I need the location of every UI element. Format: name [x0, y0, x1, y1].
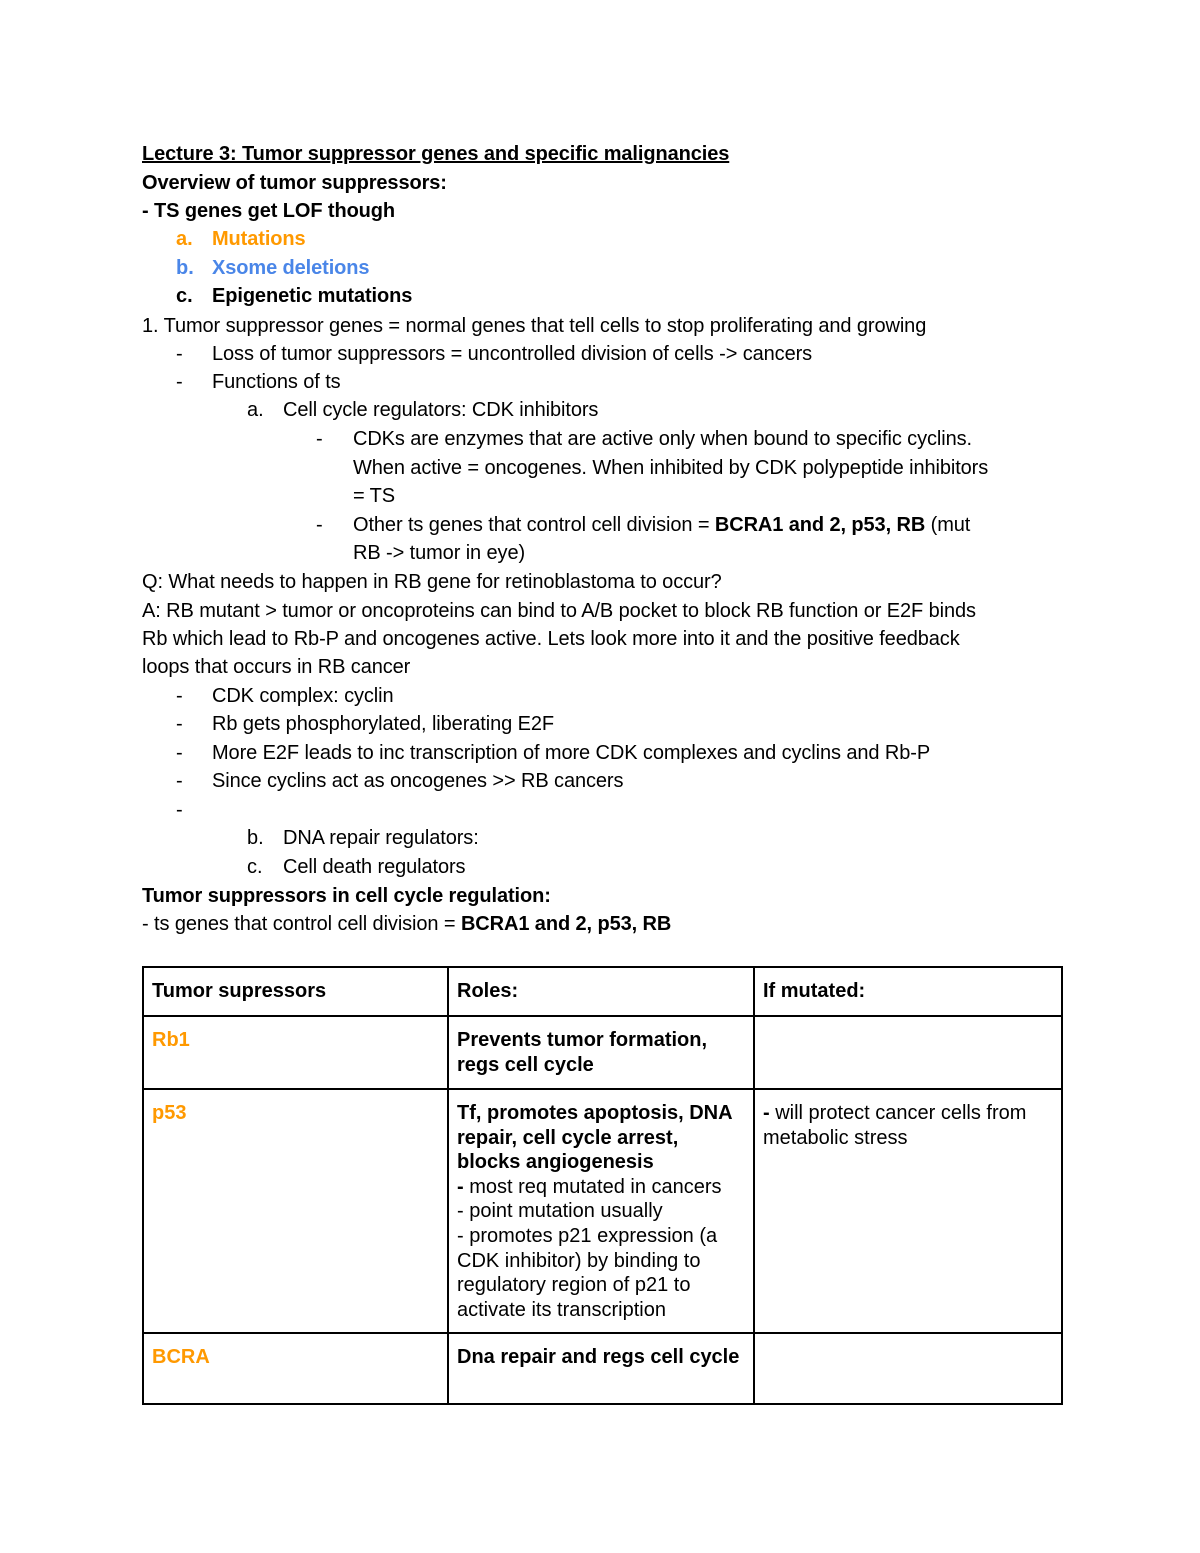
bullet-dash: - — [176, 685, 183, 707]
mechanism-epigenetic: Epigenetic mutations — [212, 285, 413, 307]
other-ts-prefix: Other ts genes that control cell division = — [353, 514, 715, 536]
other-ts-line-2: RB -> tumor in eye) — [353, 542, 526, 564]
table-row — [143, 1333, 1062, 1404]
function-cell-death: Cell death regulators — [283, 856, 466, 878]
overview-heading: Overview of tumor suppressors: — [142, 172, 447, 194]
other-ts-genes: BCRA1 and 2, p53, RB — [714, 514, 926, 536]
bullet-dash: - — [176, 343, 183, 365]
header-roles: Roles: — [448, 967, 754, 1016]
point-1: 1. Tumor suppressor genes = normal genes that tell cells to stop proliferating and growing — [142, 315, 927, 337]
list-marker: b. — [247, 827, 264, 849]
bullet-dash: - — [316, 514, 323, 536]
bullet-dash: - — [176, 713, 183, 735]
header-tumor-supressors: Tumor supressors — [143, 967, 448, 1016]
cdk-line-2: When active = oncogenes. When inhibited by CDK polypeptide inhibitors — [353, 457, 989, 479]
role-note: - point mutation usually — [457, 1200, 663, 1223]
bullet-dash: - — [176, 742, 183, 764]
table-row — [143, 1089, 1062, 1333]
bullet-item: Rb gets phosphorylated, liberating E2F — [212, 713, 554, 735]
table-header-row — [143, 967, 1062, 1016]
gene-cell: BCRA — [143, 1333, 448, 1404]
question: Q: What needs to happen in RB gene for retinoblastoma to occur? — [142, 571, 722, 593]
note-dash: - — [457, 1175, 470, 1198]
list-marker: b. — [176, 257, 194, 279]
cell-cycle-line — [142, 910, 671, 938]
role-note — [457, 1175, 745, 1200]
gene-cell: p53 — [143, 1089, 448, 1333]
bullet-dash: - — [176, 770, 183, 792]
other-ts-line — [353, 511, 970, 539]
tumor-suppressor-table — [142, 966, 1063, 1405]
list-marker: c. — [176, 285, 193, 307]
gene-cell: Rb1 — [143, 1016, 448, 1089]
mutated-cell — [754, 1016, 1062, 1089]
function-cell-cycle-regulators: Cell cycle regulators: CDK inhibitors — [283, 399, 599, 421]
list-marker: c. — [247, 856, 263, 878]
mechanism-mutations: Mutations — [212, 228, 306, 250]
mutated-dash: - — [763, 1102, 770, 1124]
bullet-dash: - — [176, 371, 183, 393]
bullet-item: More E2F leads to inc transcription of more CDK complexes and cyclins and Rb-P — [212, 742, 931, 764]
bullet-item: Since cyclins act as oncogenes >> RB cancers — [212, 770, 624, 792]
list-marker: a. — [176, 228, 193, 250]
cdk-line-1: CDKs are enzymes that are active only when bound to specific cyclins. — [353, 428, 972, 450]
lof-line: - TS genes get LOF though — [142, 200, 396, 222]
mutated-text: will protect cancer cells from metabolic stress — [763, 1102, 1027, 1149]
role-cell — [448, 1089, 754, 1333]
answer-line-3: loops that occurs in RB cancer — [142, 656, 411, 678]
cell-cycle-genes: BCRA1 and 2, p53, RB — [460, 913, 672, 935]
list-marker: a. — [247, 399, 264, 421]
bullet-dash: - — [316, 428, 323, 450]
header-if-mutated: If mutated: — [754, 967, 1062, 1016]
role-cell — [448, 1333, 754, 1404]
bullet-dash: - — [176, 799, 183, 821]
answer-line-2: Rb which lead to Rb-P and oncogenes active. Lets look more into it and the positive feedback — [142, 628, 960, 650]
bullet-item: Loss of tumor suppressors = uncontrolled division of cells -> cancers — [212, 343, 813, 365]
role-cell — [448, 1016, 754, 1089]
bullet-item: CDK complex: cyclin — [212, 685, 394, 707]
answer-line-1: A: RB mutant > tumor or oncoproteins can bind to A/B pocket to block RB function or E2F binds — [142, 600, 976, 622]
page-title: Lecture 3: Tumor suppressor genes and specific malignancies — [142, 143, 730, 165]
role-summary: Prevents tumor formation, regs cell cycle — [457, 1029, 708, 1076]
role-summary: Tf, promotes apoptosis, DNA repair, cell cycle arrest, blocks angiogenesis — [457, 1102, 732, 1174]
cell-cycle-heading: Tumor suppressors in cell cycle regulation: — [142, 885, 551, 907]
mutated-cell — [754, 1333, 1062, 1404]
function-dna-repair: DNA repair regulators: — [283, 827, 479, 849]
cdk-line-3: = TS — [353, 485, 396, 507]
other-ts-suffix: (mut — [925, 514, 971, 536]
mutated-cell — [754, 1089, 1062, 1333]
mechanism-xsome-deletions: Xsome deletions — [212, 257, 370, 279]
role-note: - promotes p21 expression (a CDK inhibitor) by binding to regulatory region of p21 to activate its transcription — [457, 1224, 718, 1321]
table-row — [143, 1016, 1062, 1089]
role-summary: Dna repair and regs cell cycle — [457, 1346, 740, 1369]
cell-cycle-prefix: - ts genes that control cell division = — [142, 913, 461, 935]
bullet-item: Functions of ts — [212, 371, 341, 393]
role-note-text: most req mutated in cancers — [469, 1175, 722, 1198]
